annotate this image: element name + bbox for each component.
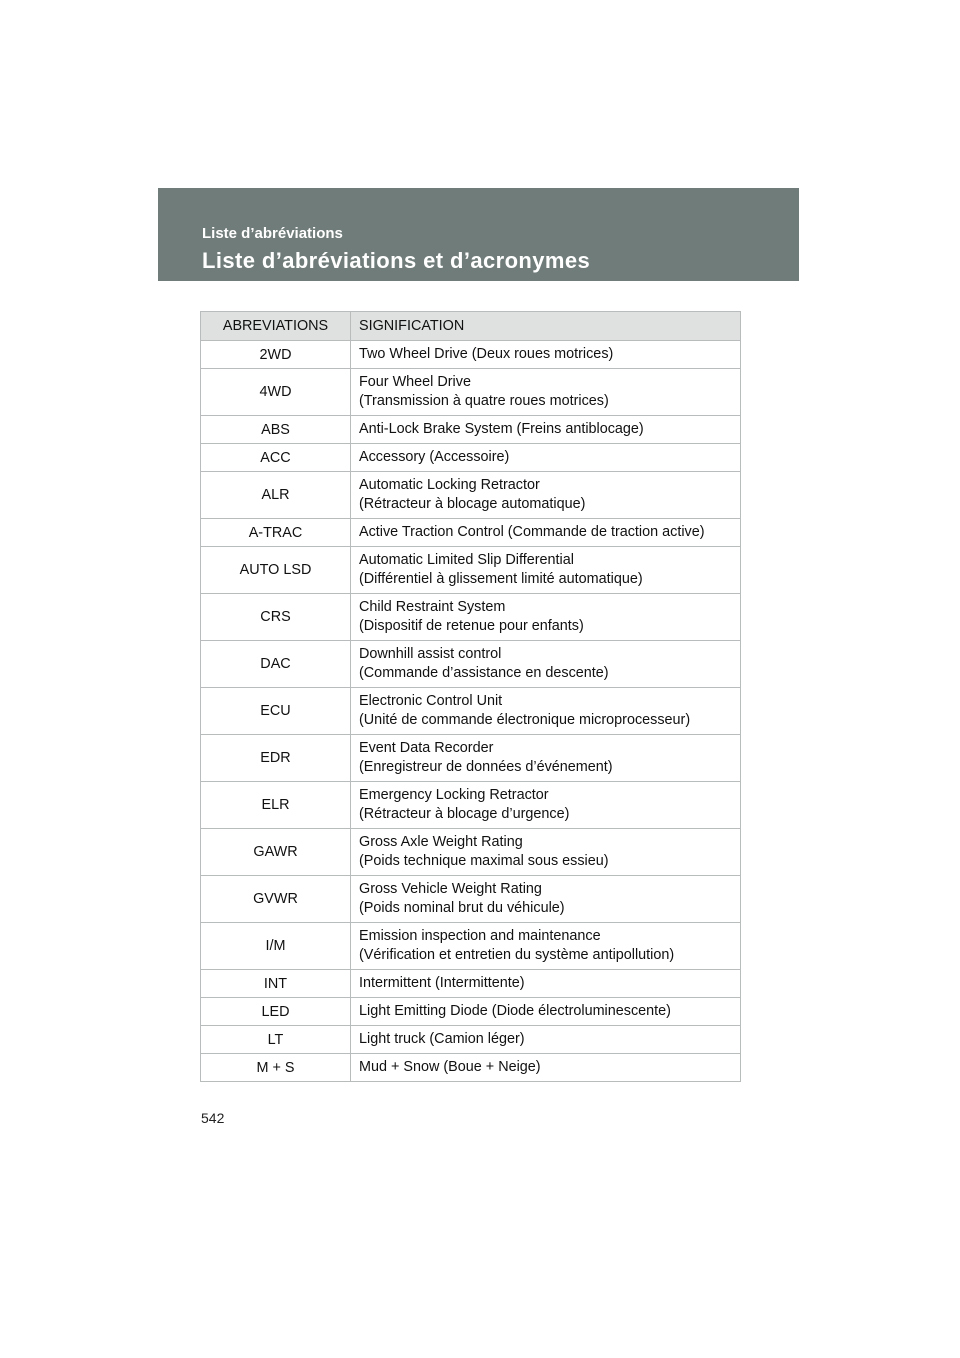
table-row: [201, 1026, 741, 1054]
signification-line-translation: (Différentiel à glissement limité automatique): [359, 571, 643, 587]
page-number: 542: [201, 1110, 225, 1126]
abbreviation-cell: AUTO LSD: [201, 547, 351, 594]
abbreviation-cell: ACC: [201, 444, 351, 472]
table-row: [201, 923, 741, 970]
table-row: [201, 369, 741, 416]
abbreviation-cell: M + S: [201, 1054, 351, 1082]
abbreviation-cell: GAWR: [201, 829, 351, 876]
signification-line-translation: (Transmission à quatre roues motrices): [359, 393, 609, 409]
signification-cell: [351, 829, 741, 876]
table-row: [201, 519, 741, 547]
abbreviation-cell: 4WD: [201, 369, 351, 416]
signification-line: Automatic Locking Retractor: [359, 477, 540, 493]
signification-cell: [351, 876, 741, 923]
column-header-abbreviations: ABREVIATIONS: [201, 312, 351, 341]
signification-cell: [351, 735, 741, 782]
signification-line: Accessory (Accessoire): [359, 449, 510, 465]
table-row: [201, 970, 741, 998]
signification-line: Four Wheel Drive: [359, 374, 471, 390]
signification-line: Mud + Snow (Boue + Neige): [359, 1059, 541, 1075]
abbreviation-cell: 2WD: [201, 341, 351, 369]
signification-line: Light truck (Camion léger): [359, 1031, 525, 1047]
signification-line: Active Traction Control (Commande de traction active): [359, 524, 705, 540]
signification-line: Gross Vehicle Weight Rating: [359, 881, 542, 897]
abbreviation-cell: GVWR: [201, 876, 351, 923]
abbreviation-cell: EDR: [201, 735, 351, 782]
signification-line: Downhill assist control: [359, 646, 502, 662]
table-row: [201, 1054, 741, 1082]
signification-cell: [351, 416, 741, 444]
abbreviation-cell: INT: [201, 970, 351, 998]
table-row: [201, 341, 741, 369]
signification-cell: [351, 970, 741, 998]
signification-line: Event Data Recorder: [359, 740, 494, 756]
table-row: [201, 998, 741, 1026]
table-row: [201, 688, 741, 735]
signification-cell: [351, 688, 741, 735]
table-row: [201, 416, 741, 444]
table-row: [201, 782, 741, 829]
table-row: [201, 594, 741, 641]
abbreviation-cell: A-TRAC: [201, 519, 351, 547]
table-row: [201, 829, 741, 876]
signification-line-translation: (Poids nominal brut du véhicule): [359, 900, 565, 916]
section-header: [158, 188, 799, 281]
abbreviation-cell: CRS: [201, 594, 351, 641]
abbreviations-table: [200, 311, 741, 1082]
table-row: [201, 735, 741, 782]
signification-cell: [351, 1026, 741, 1054]
signification-line-translation: (Rétracteur à blocage d’urgence): [359, 806, 570, 822]
signification-line-translation: (Enregistreur de données d’événement): [359, 759, 613, 775]
abbreviation-cell: ELR: [201, 782, 351, 829]
signification-line: Automatic Limited Slip Differential: [359, 552, 574, 568]
signification-cell: [351, 1054, 741, 1082]
abbreviation-cell: ECU: [201, 688, 351, 735]
signification-cell: [351, 547, 741, 594]
signification-cell: [351, 998, 741, 1026]
signification-line: Intermittent (Intermittente): [359, 975, 525, 991]
signification-cell: [351, 369, 741, 416]
signification-cell: [351, 594, 741, 641]
abbreviation-cell: I/M: [201, 923, 351, 970]
signification-line-translation: (Dispositif de retenue pour enfants): [359, 618, 584, 634]
signification-cell: [351, 923, 741, 970]
abbreviation-cell: ALR: [201, 472, 351, 519]
table-row: [201, 641, 741, 688]
signification-line: Child Restraint System: [359, 599, 506, 615]
signification-line-translation: (Vérification et entretien du système antipollution): [359, 947, 675, 963]
signification-cell: [351, 444, 741, 472]
abbreviation-cell: LED: [201, 998, 351, 1026]
table-row: [201, 547, 741, 594]
signification-cell: [351, 472, 741, 519]
signification-cell: [351, 519, 741, 547]
column-header-signification: SIGNIFICATION: [351, 312, 741, 341]
abbreviation-cell: ABS: [201, 416, 351, 444]
signification-line-translation: (Rétracteur à blocage automatique): [359, 496, 586, 512]
signification-cell: [351, 641, 741, 688]
signification-line: Emergency Locking Retractor: [359, 787, 549, 803]
abbreviation-cell: LT: [201, 1026, 351, 1054]
signification-line: Electronic Control Unit: [359, 693, 503, 709]
signification-cell: [351, 341, 741, 369]
page-title: Liste d’abréviations et d’acronymes: [202, 248, 591, 273]
signification-line-translation: (Unité de commande électronique microprocesseur): [359, 712, 691, 728]
section-name: Liste d’abréviations: [202, 225, 343, 242]
signification-line-translation: (Poids technique maximal sous essieu): [359, 853, 609, 869]
signification-line: Emission inspection and maintenance: [359, 928, 601, 944]
signification-line: Gross Axle Weight Rating: [359, 834, 523, 850]
signification-cell: [351, 782, 741, 829]
abbreviation-cell: DAC: [201, 641, 351, 688]
table-header-row: [201, 312, 741, 341]
signification-line: Two Wheel Drive (Deux roues motrices): [359, 346, 614, 362]
signification-line: Light Emitting Diode (Diode électroluminescente): [359, 1003, 671, 1019]
signification-line: Anti-Lock Brake System (Freins antiblocage): [359, 421, 644, 437]
table-row: [201, 444, 741, 472]
table-row: [201, 472, 741, 519]
table-row: [201, 876, 741, 923]
signification-line-translation: (Commande d’assistance en descente): [359, 665, 609, 681]
